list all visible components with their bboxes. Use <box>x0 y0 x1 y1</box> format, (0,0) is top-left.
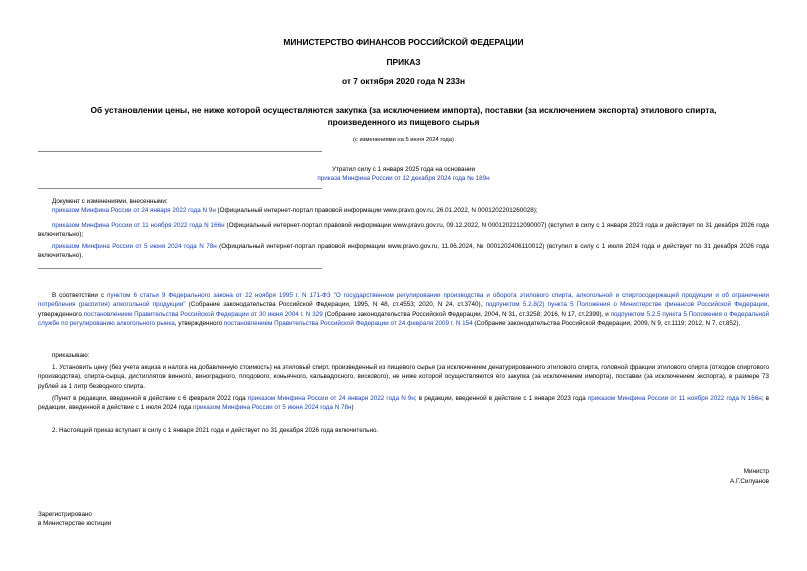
law-link[interactable]: пунктом 6 статьи 9 Федерального закона от 22 ноября 1995 г. N 171-ФЗ "О государственном регулировании производства и оборота этилового спирта, алкогольной и спиртосодержащей продукции и об ограничении потребления (распития) алкогольной продукции" <box>38 292 770 309</box>
order-item-1: 1. Установить цену (без учета акциза и налога на добавленную стоимость) на этиловый спирт, произведенный из пищевого сырья (за исключением денатурированного этилового спирта, головной фракции этилового спирта (отходов спиртового производства), спирта-сырца, дистиллятов винного, виноградного, плодового, коньячного, кальвадосного, вискового), не ниже которой осуществляются его закупка (за исключением импорта), поставки (за исключением экспорта), в размере 73 рублей за 1 литр безводного спирта. <box>38 364 769 390</box>
change-link-1[interactable]: приказом Минфина России от 24 января 2022 года N 9н <box>52 207 216 214</box>
registration-line-1: Зарегистрировано <box>38 511 92 518</box>
item-1-edition-note: (Пункт в редакции, введенной в действие с 6 февраля 2022 года приказом Минфина России от 24 января 2022 года N 9н; в редакции, введенной в действие с 1 января 2023 года приказом Минфина России от 11 ноября 2022 года N 166н; в редакции, введенной в действие с 1 июля 2024 года приказом Минфина России от 5 июня 2024 года N 78н) <box>38 395 769 412</box>
amendment-link-1[interactable]: приказом Минфина России от 24 января 2022 года N 9н <box>247 395 415 402</box>
resolution-link-2[interactable]: постановлением Правительства Российской Федерации от 24 февраля 2009 г. N 154 <box>223 320 473 328</box>
title-line-1: Об установлении цены, не ниже которой осуществляются закупка (за исключением импорта), поставки (за исключением экспорта) этилового спирта, <box>90 105 717 115</box>
title-line-2: произведенного из пищевого сырья <box>327 117 480 127</box>
order-item-2: 2. Настоящий приказ вступает в силу с 1 января 2021 года и действует по 31 декабря 2026 года включительно. <box>52 427 379 434</box>
divider <box>38 151 322 152</box>
resolution-link-1[interactable]: постановлением Правительства Российской Федерации от 30 июня 2004 г. N 329 <box>83 310 323 318</box>
registration-line-2: в Министерстве юстиции <box>38 520 112 527</box>
regulation-link-1[interactable]: подпунктом 5.2.8(2) пункта 5 Положения о Министерстве финансов Российской Федерации <box>485 301 768 309</box>
change-item-2: приказом Минфина России от 11 ноября 2022 года N 166н (Официальный интернет-портал правовой информации www.pravo.gov.ru, 09.12.2022, N 0001202212090007) (вступил в силу с 1 января 2023 года и действует по 31 декабря 2026 года включительно); <box>38 222 769 239</box>
validity-link[interactable]: приказа Минфина России от 12 декабря 2024 года № 189н <box>317 175 490 182</box>
preamble-paragraph: В соответствии с пунктом 6 статьи 9 Федерального закона от 22 ноября 1995 г. N 171-ФЗ "О государственном регулировании производства и оборота этилового спирта, алкогольной и спиртосодержащей продукции и об ограничении потребления (распития) алкогольной продукции" (Собрание законодательства Российской Федерации, 1995, N 48, ст.4553; 2020, N 24, ст.3740), подпунктом 5.2.8(2) пункта 5 Положения о Министерстве финансов Российской Федерации, утвержденного постановлением Правительства Российской Федерации от 30 июня 2004 г. N 329 (Собрание законодательства Российской Федерации, 2004, N 31, ст.3258; 2016, N 17, ст.2399), и подпунктом 5.2.5 пункта 5 Положения о Федеральной службе по регулированию алкогольного рынка, утвержденного постановлением Правительства Российской Федерации от 24 февраля 2009 г. N 154 (Собрание законодательства Российской Федерации, 2009, N 9, ст.1119; 2012, N 7, ст.852), <box>38 292 770 328</box>
change-link-3[interactable]: приказом Минфина России от 5 июня 2024 года N 78н <box>52 243 217 250</box>
regulation-link-2[interactable]: подпунктом 5.2.5 пункта 5 Положения о Федеральной службе по регулированию алкогольного рынка <box>38 310 769 328</box>
amendment-link-2[interactable]: приказом Минфина России от 11 ноября 2022 года N 166н <box>587 395 762 402</box>
order-word: приказываю: <box>52 352 90 359</box>
validity-note: Утратил силу с 1 января 2025 года на основании <box>331 166 476 173</box>
divider <box>38 188 322 189</box>
change-item-3: приказом Минфина России от 5 июня 2024 года N 78н (Официальный интернет-портал правовой информации www.pravo.gov.ru, 11.06.2024, № 0001202406110012) (вступил в силу с 1 июля 2024 года и действует по 31 декабря 2026 года включительно). <box>38 243 769 260</box>
doc-type-heading: ПРИКАЗ <box>386 57 421 67</box>
ministry-heading: МИНИСТЕРСТВО ФИНАНСОВ РОССИЙСКОЙ ФЕДЕРАЦИИ <box>283 37 524 47</box>
change-item-1: приказом Минфина России от 24 января 2022 года N 9н (Официальный интернет-портал правовой информации www.pravo.gov.ru, 26.01.2022, N 0001202201260028); <box>52 207 538 214</box>
changes-intro: Документ с изменениями, внесенными: <box>52 198 168 205</box>
change-link-2[interactable]: приказом Минфина России от 11 ноября 2022 года N 166н <box>52 222 225 229</box>
divider <box>38 268 322 269</box>
date-number-heading: от 7 октября 2020 года N 233н <box>341 76 466 86</box>
amendment-link-3[interactable]: приказом Минфина России от 5 июня 2024 года N 78н <box>193 404 352 412</box>
signature-position: Министр <box>743 468 769 475</box>
signature-name: А.Г.Силуанов <box>730 478 769 485</box>
edition-note: (с изменениями на 5 июня 2024 года) <box>353 137 454 143</box>
